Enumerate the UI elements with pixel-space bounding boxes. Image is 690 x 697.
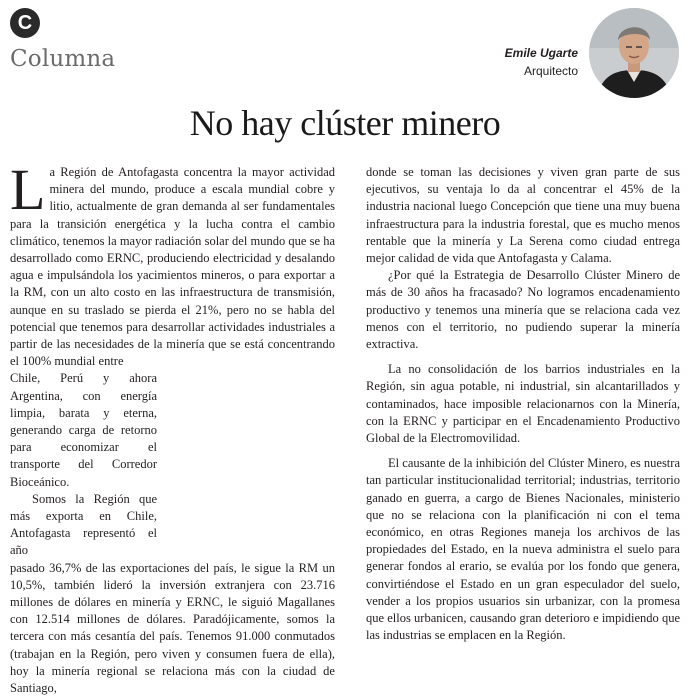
headline: No hay clúster minero [189, 103, 501, 143]
paragraph: ¿Por qué la Estrategia de Desarrollo Clúster Minero de más de 30 años ha fracasado? No logramos encadenamiento productivo y tenemos una minería que se relaciona cada vez menos con el territorio, no pudiendo superar la minería extractiva. [366, 268, 680, 352]
drop-cap: L [10, 157, 46, 222]
section-label: Columna [10, 46, 116, 72]
paragraph [10, 157, 335, 370]
paragraph: donde se toman las decisiones y viven gran parte de sus ejecutivos, su ventaja lo da al concentrar el 45% de la industria nacional luego Concepción que tiene una muy buena infraestructura para la industria forestal, que es mucho menos rentable que la minería y La Serena como ciudad entrega mejor calidad de vida que Antofagasta y Calama. [366, 165, 680, 266]
column-badge: C [10, 8, 40, 38]
author-name: Emile Ugarte [504, 46, 578, 60]
paragraph: La no consolidación de los barrios industriales en la Región, sin agua potable, ni industrial, sin alcantarillados y contaminados, hace imposible relacionarnos con la Minería, con la ERNC y participar en el Encadenamiento Productivo Global de la Electromovilidad. [366, 362, 680, 446]
author-byline [505, 44, 578, 80]
paragraph-text: a Región de Antofagasta concentra la mayor actividad minera del mundo, produce a escala mundial cobre y litio, actualmente de gran demanda al ser fundamentales para la transición energética y la lucha contra el cambio climático, tenemos la mayor radiación solar del mundo que se ha desarrollado como ERNC, produciendo electricidad y desalando agua e impulsándola los yacimientos mineros, o para exportar a la RM, con un alto costo en las infraestructura de transmisión, aunque en su traslado se pierda el 21%, pero no se habla del potencial que tenemos para desarrollar actividades industriales a partir de las necesidades de la minería que se está concentrando el 100% mundial entre [10, 165, 335, 369]
paragraph-narrow: Somos la Región que más exporta en Chile, Antofagasta representó el año [10, 491, 157, 558]
portrait-illustration [589, 8, 679, 98]
author-role: Arquitecto [523, 64, 578, 78]
article-column-1 [10, 157, 335, 697]
paragraph: pasado 36,7% de las exportaciones del país, le sigue la RM un 10,5%, también lideró la inversión extranjera con 23.716 millones de dólares en minería y ERNC, le siguió Magallanes con 12.514 millones de dólares. Paradójicamente, somos la tercera con más cesantía del país. Tenemos 91.000 conmutados (trabajan en la Región, pero viven y consumen fuera de ella), hoy la minería regional se relaciona más con la ciudad de Santiago, [10, 560, 335, 696]
paragraph: El causante de la inhibición del Clúster Minero, es nuestra tan particular institucionalidad territorial; industrias, territorio ganado en guerra, a cargo de Bienes Nacionales, ministerio que no se relaciona con la planificación ni con el tema económico, en otras Regiones maneja los archivos de las propiedades del Estado, en la nueva administra el suelo para generar fondos al erario, se evalúa por los fondo que genera, convirtiéndose el Estado en un gran especulador del suelo, vender a los propios usuarios sin urbanizar, con la promesa que ellos urbanicen, causando gran deterioro e impidiendo que las industrias se emplacen en la Región. [366, 456, 680, 643]
article-column-2 [366, 164, 680, 644]
author-photo [589, 8, 679, 98]
paragraph-narrow: Chile, Perú y ahora Argentina, con energía limpia, barata y eterna, generando carga de retorno para economizar el transporte del Corredor Bioceánico. [10, 371, 157, 489]
